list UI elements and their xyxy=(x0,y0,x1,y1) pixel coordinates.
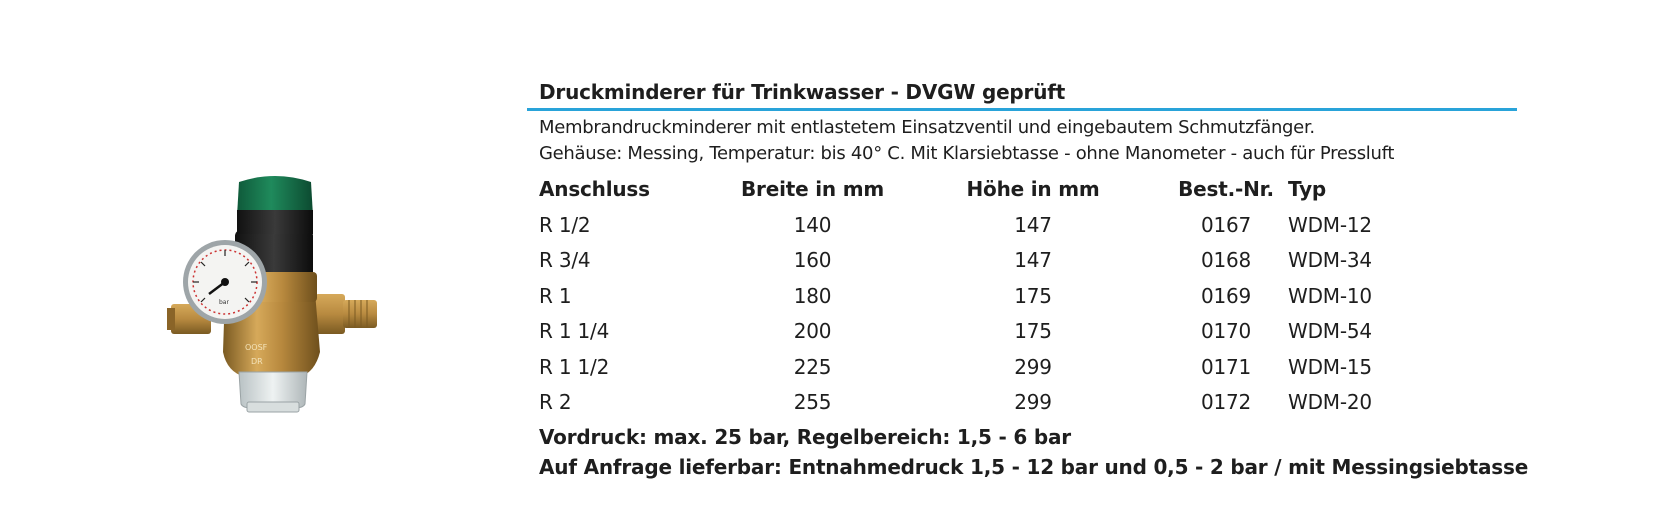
cell-anschluss: R 3/4 xyxy=(539,248,591,273)
table-row xyxy=(539,349,1408,385)
product-description xyxy=(527,115,1517,167)
outlet-fitting xyxy=(343,300,377,328)
cell-breite: 255 xyxy=(793,390,832,415)
header-best-nr: Best.-Nr. xyxy=(1178,177,1274,201)
pressure-gauge xyxy=(183,240,267,324)
cell-anschluss: R 1 xyxy=(539,283,572,308)
body-mark-2: DR xyxy=(251,357,263,366)
table-header-row xyxy=(539,171,1408,207)
cell-breite: 160 xyxy=(793,248,832,273)
table-row xyxy=(539,278,1408,314)
outlet-nut xyxy=(315,294,345,334)
cell-breite: 180 xyxy=(793,283,832,308)
cell-breite: 225 xyxy=(793,354,832,379)
header-typ: Typ xyxy=(1288,177,1327,201)
availability-note: Auf Anfrage lieferbar: Entnahmedruck 1,5 - 12 bar und 0,5 - 2 bar / mit Messingsiebtasse xyxy=(539,455,1529,479)
cell-hoehe: 175 xyxy=(1014,283,1052,308)
table-row xyxy=(539,207,1408,243)
cell-anschluss: R 1/2 xyxy=(539,212,591,237)
cell-best-nr: 0169 xyxy=(1200,283,1252,308)
cell-best-nr: 0168 xyxy=(1200,248,1252,273)
description-line-2: Gehäuse: Messing, Temperatur: bis 40° C. Mit Klarsiebtasse - ohne Manometer - auch für Pressluft xyxy=(539,143,1395,164)
cell-typ: WDM-12 xyxy=(1288,212,1372,237)
spec-table xyxy=(539,171,1408,420)
cell-typ: WDM-54 xyxy=(1288,319,1372,344)
cell-hoehe: 175 xyxy=(1014,319,1052,344)
cell-typ: WDM-34 xyxy=(1288,248,1372,273)
cell-hoehe: 299 xyxy=(1014,390,1052,415)
table-row xyxy=(539,385,1408,421)
gauge-unit-label: bar xyxy=(219,299,229,306)
header-anschluss: Anschluss xyxy=(539,177,650,201)
header-hoehe: Höhe in mm xyxy=(966,177,1100,201)
cell-best-nr: 0171 xyxy=(1200,354,1252,379)
table-row xyxy=(539,314,1408,350)
cell-typ: WDM-15 xyxy=(1288,354,1372,379)
body-mark-1: OOSF xyxy=(245,343,268,352)
cell-hoehe: 147 xyxy=(1014,212,1052,237)
cell-breite: 200 xyxy=(793,319,832,344)
cell-anschluss: R 1 1/4 xyxy=(539,319,610,344)
cell-typ: WDM-20 xyxy=(1288,390,1372,415)
cell-typ: WDM-10 xyxy=(1288,283,1372,308)
description-line-1: Membrandruckminderer mit entlastetem Einsatzventil und eingebautem Schmutzfänger. xyxy=(539,117,1315,138)
product-info xyxy=(527,80,1529,482)
table-row xyxy=(539,243,1408,279)
pressure-note: Vordruck: max. 25 bar, Regelbereich: 1,5 - 6 bar xyxy=(539,425,1071,449)
cell-breite: 140 xyxy=(793,212,832,237)
product-title: Druckminderer für Trinkwasser - DVGW geprüft xyxy=(539,80,1066,104)
cell-anschluss: R 2 xyxy=(539,390,572,415)
cell-anschluss: R 1 1/2 xyxy=(539,354,610,379)
cell-hoehe: 299 xyxy=(1014,354,1052,379)
title-divider xyxy=(527,108,1517,111)
cell-best-nr: 0172 xyxy=(1200,390,1252,415)
cell-best-nr: 0167 xyxy=(1200,212,1252,237)
cell-best-nr: 0170 xyxy=(1200,319,1252,344)
pressure-reducer-image xyxy=(165,172,405,432)
cell-hoehe: 147 xyxy=(1014,248,1052,273)
header-breite: Breite in mm xyxy=(741,177,884,201)
